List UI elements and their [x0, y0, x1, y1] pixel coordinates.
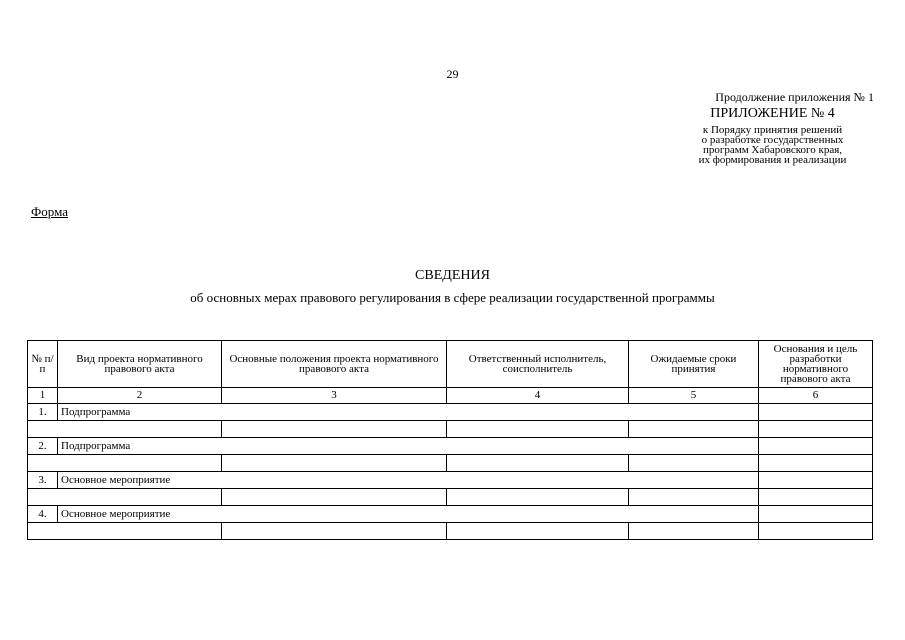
table-row — [28, 489, 873, 506]
column-number: 5 — [629, 388, 759, 404]
section-index: 4. — [28, 506, 58, 523]
table-cell — [629, 455, 759, 472]
section-label: Основное мероприятие — [58, 472, 759, 489]
section-row — [28, 506, 873, 523]
table-cell — [629, 489, 759, 506]
section-index: 3. — [28, 472, 58, 489]
section-label: Основное мероприятие — [58, 506, 759, 523]
continuation-note: Продолжение приложения № 1 — [715, 90, 874, 104]
table-cell — [629, 421, 759, 438]
table-cell — [759, 523, 873, 540]
table-cell — [28, 489, 222, 506]
header-number: № п/п — [28, 341, 58, 388]
appendix-subtitle — [680, 125, 865, 165]
column-number-row — [28, 388, 873, 404]
column-number: 2 — [58, 388, 222, 404]
table-cell — [28, 421, 222, 438]
appendix-subtitle-line: программ Хабаровского края, — [702, 144, 843, 156]
table-cell — [447, 455, 629, 472]
table-cell — [759, 506, 873, 523]
header-act-provisions: Основные положения проекта нормативного правового акта — [222, 341, 447, 388]
section-index: 1. — [28, 404, 58, 421]
table-cell — [759, 438, 873, 455]
table-cell — [222, 523, 447, 540]
table-row — [28, 421, 873, 438]
column-number: 6 — [759, 388, 873, 404]
column-number: 3 — [222, 388, 447, 404]
header-deadline: Ожидаемые сроки принятия — [629, 341, 759, 388]
table-cell — [759, 421, 873, 438]
appendix-title: ПРИЛОЖЕНИЕ № 4 — [710, 106, 835, 121]
table-cell — [447, 489, 629, 506]
table-cell — [759, 489, 873, 506]
appendix-subtitle-line: их формирования и реализации — [698, 154, 847, 166]
table-cell — [222, 489, 447, 506]
form-label: Форма — [31, 204, 68, 219]
header-executor: Ответственный исполнитель, соисполнитель — [447, 341, 629, 388]
table-row — [28, 455, 873, 472]
document-subtitle: об основных мерах правового регулирования в сфере реализации государственной программы — [190, 290, 715, 305]
page-number: 29 — [446, 67, 459, 81]
table-cell — [28, 523, 222, 540]
appendix-block — [680, 106, 865, 165]
table-cell — [629, 523, 759, 540]
document-title: СВЕДЕНИЯ — [415, 268, 490, 283]
table-header-row — [28, 341, 873, 388]
table-row — [28, 523, 873, 540]
appendix-subtitle-line: о разработке государственных — [701, 134, 844, 146]
header-act-type: Вид проекта нормативного правового акта — [58, 341, 222, 388]
section-row — [28, 404, 873, 421]
table-cell — [447, 421, 629, 438]
appendix-subtitle-line: к Порядку принятия решений — [702, 124, 843, 136]
section-row — [28, 438, 873, 455]
section-label: Подпрограмма — [58, 404, 759, 421]
column-number: 1 — [28, 388, 58, 404]
column-number: 4 — [447, 388, 629, 404]
table-cell — [222, 421, 447, 438]
table-cell — [222, 455, 447, 472]
section-row — [28, 472, 873, 489]
header-grounds: Основания и цель разработки нормативного правового акта — [759, 341, 873, 388]
measures-table — [27, 340, 873, 540]
table-cell — [447, 523, 629, 540]
table-cell — [28, 455, 222, 472]
table-cell — [759, 472, 873, 489]
section-label: Подпрограмма — [58, 438, 759, 455]
table-cell — [759, 455, 873, 472]
section-index: 2. — [28, 438, 58, 455]
table-cell — [759, 404, 873, 421]
